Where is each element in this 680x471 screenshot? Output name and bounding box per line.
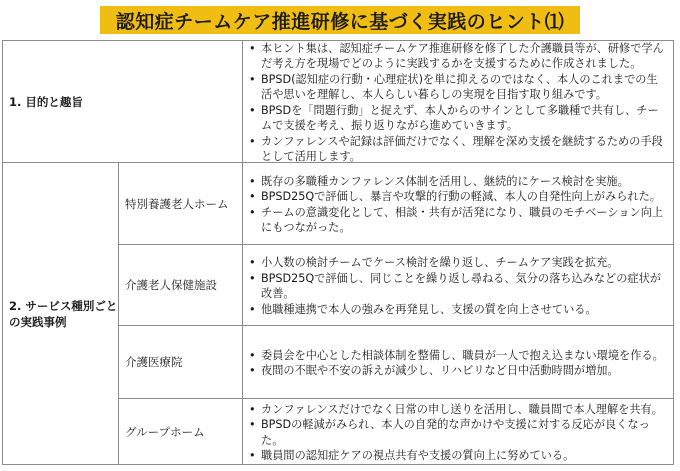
list-item: • 本ヒント集は、認知症チームケア推進研修を修了した介護職員等が、研修で学んだ考え方を現場でどのように実践するかを支援するために作成されました。	[243, 41, 667, 72]
case-bullets	[243, 399, 673, 464]
list-item: • BPSD(認知症の行動・心理症状)を単に抑えるのではなく、本人のこれまでの生活や思いを理解し、本人らしい暮らしの実現を目指す取り組みです。	[243, 72, 667, 103]
purpose-bullets	[243, 41, 673, 162]
case-bullets	[243, 326, 670, 398]
list-item: • カンファレンスだけでなく日常の申し送りを活用し、職員間で本人理解を共有。	[243, 402, 667, 418]
facility-label: 介護医療院	[119, 326, 243, 399]
list-item: • 職員間の認知症ケアの視点共有や支援の質向上に努めている。	[243, 448, 667, 464]
case-content	[243, 326, 673, 399]
list-item: • 既存の多職種カンファレンス体制を活用し、継続的にケース検討を実施。	[243, 174, 667, 190]
list-item: • チームの意識変化として、相談・共有が活発になり、職員のモチベーション向上にもつながった。	[243, 205, 667, 236]
hint-table	[2, 40, 674, 465]
list-item: • 夜間の不眠や不安の訴えが減少し、リハビリなど日中活動時間が増加。	[243, 363, 664, 379]
purpose-content	[243, 41, 673, 163]
list-item: • 他職種連携で本人の強みを再発見し、支援の質を向上させている。	[243, 302, 667, 318]
list-item: • カンファレンスや記録は評価だけでなく、理解を深め支援を継続するための手段として活用します。	[243, 134, 667, 165]
case-bullets	[243, 245, 673, 325]
facility-label: 特別養護老人ホーム	[119, 163, 243, 245]
purpose-heading: 1. 目的と趣旨	[3, 41, 243, 163]
list-item: • BPSDを「問題行動」と捉えず、本人からのサインとして多職種で共有し、チームで支援を考え、振り返りながら進めていきます。	[243, 103, 667, 134]
facility-label: 介護老人保健施設	[119, 245, 243, 326]
facility-label: グループホーム	[119, 399, 243, 464]
case-content	[243, 245, 673, 326]
case-bullets	[243, 163, 673, 244]
list-item: • BPSD25Qで評価し、暴言や攻撃的行動の軽減、本人の自発性向上がみられた。	[243, 189, 667, 205]
list-item: • 小人数の検討チームでケース検討を繰り返し、チームケア実践を拡充。	[243, 255, 667, 271]
list-item: • 委員会を中心とした相談体制を整備し、職員が一人で抱え込まない環境を作る。	[243, 348, 664, 364]
case-content	[243, 399, 673, 464]
list-item: • BPSD25Qで評価し、同じことを繰り返し尋ねる、気分の落ち込みなどの症状が改善。	[243, 271, 667, 302]
list-item: • BPSDの軽減がみられ、本人の自発的な声かけや支援に対する反応が良くなった。	[243, 417, 667, 448]
case-content	[243, 163, 673, 245]
page-title: 認知症チームケア推進研修に基づく実践のヒント⑴	[100, 6, 580, 34]
cases-heading: 2. サービス種別ごとの実践事例	[3, 163, 119, 464]
